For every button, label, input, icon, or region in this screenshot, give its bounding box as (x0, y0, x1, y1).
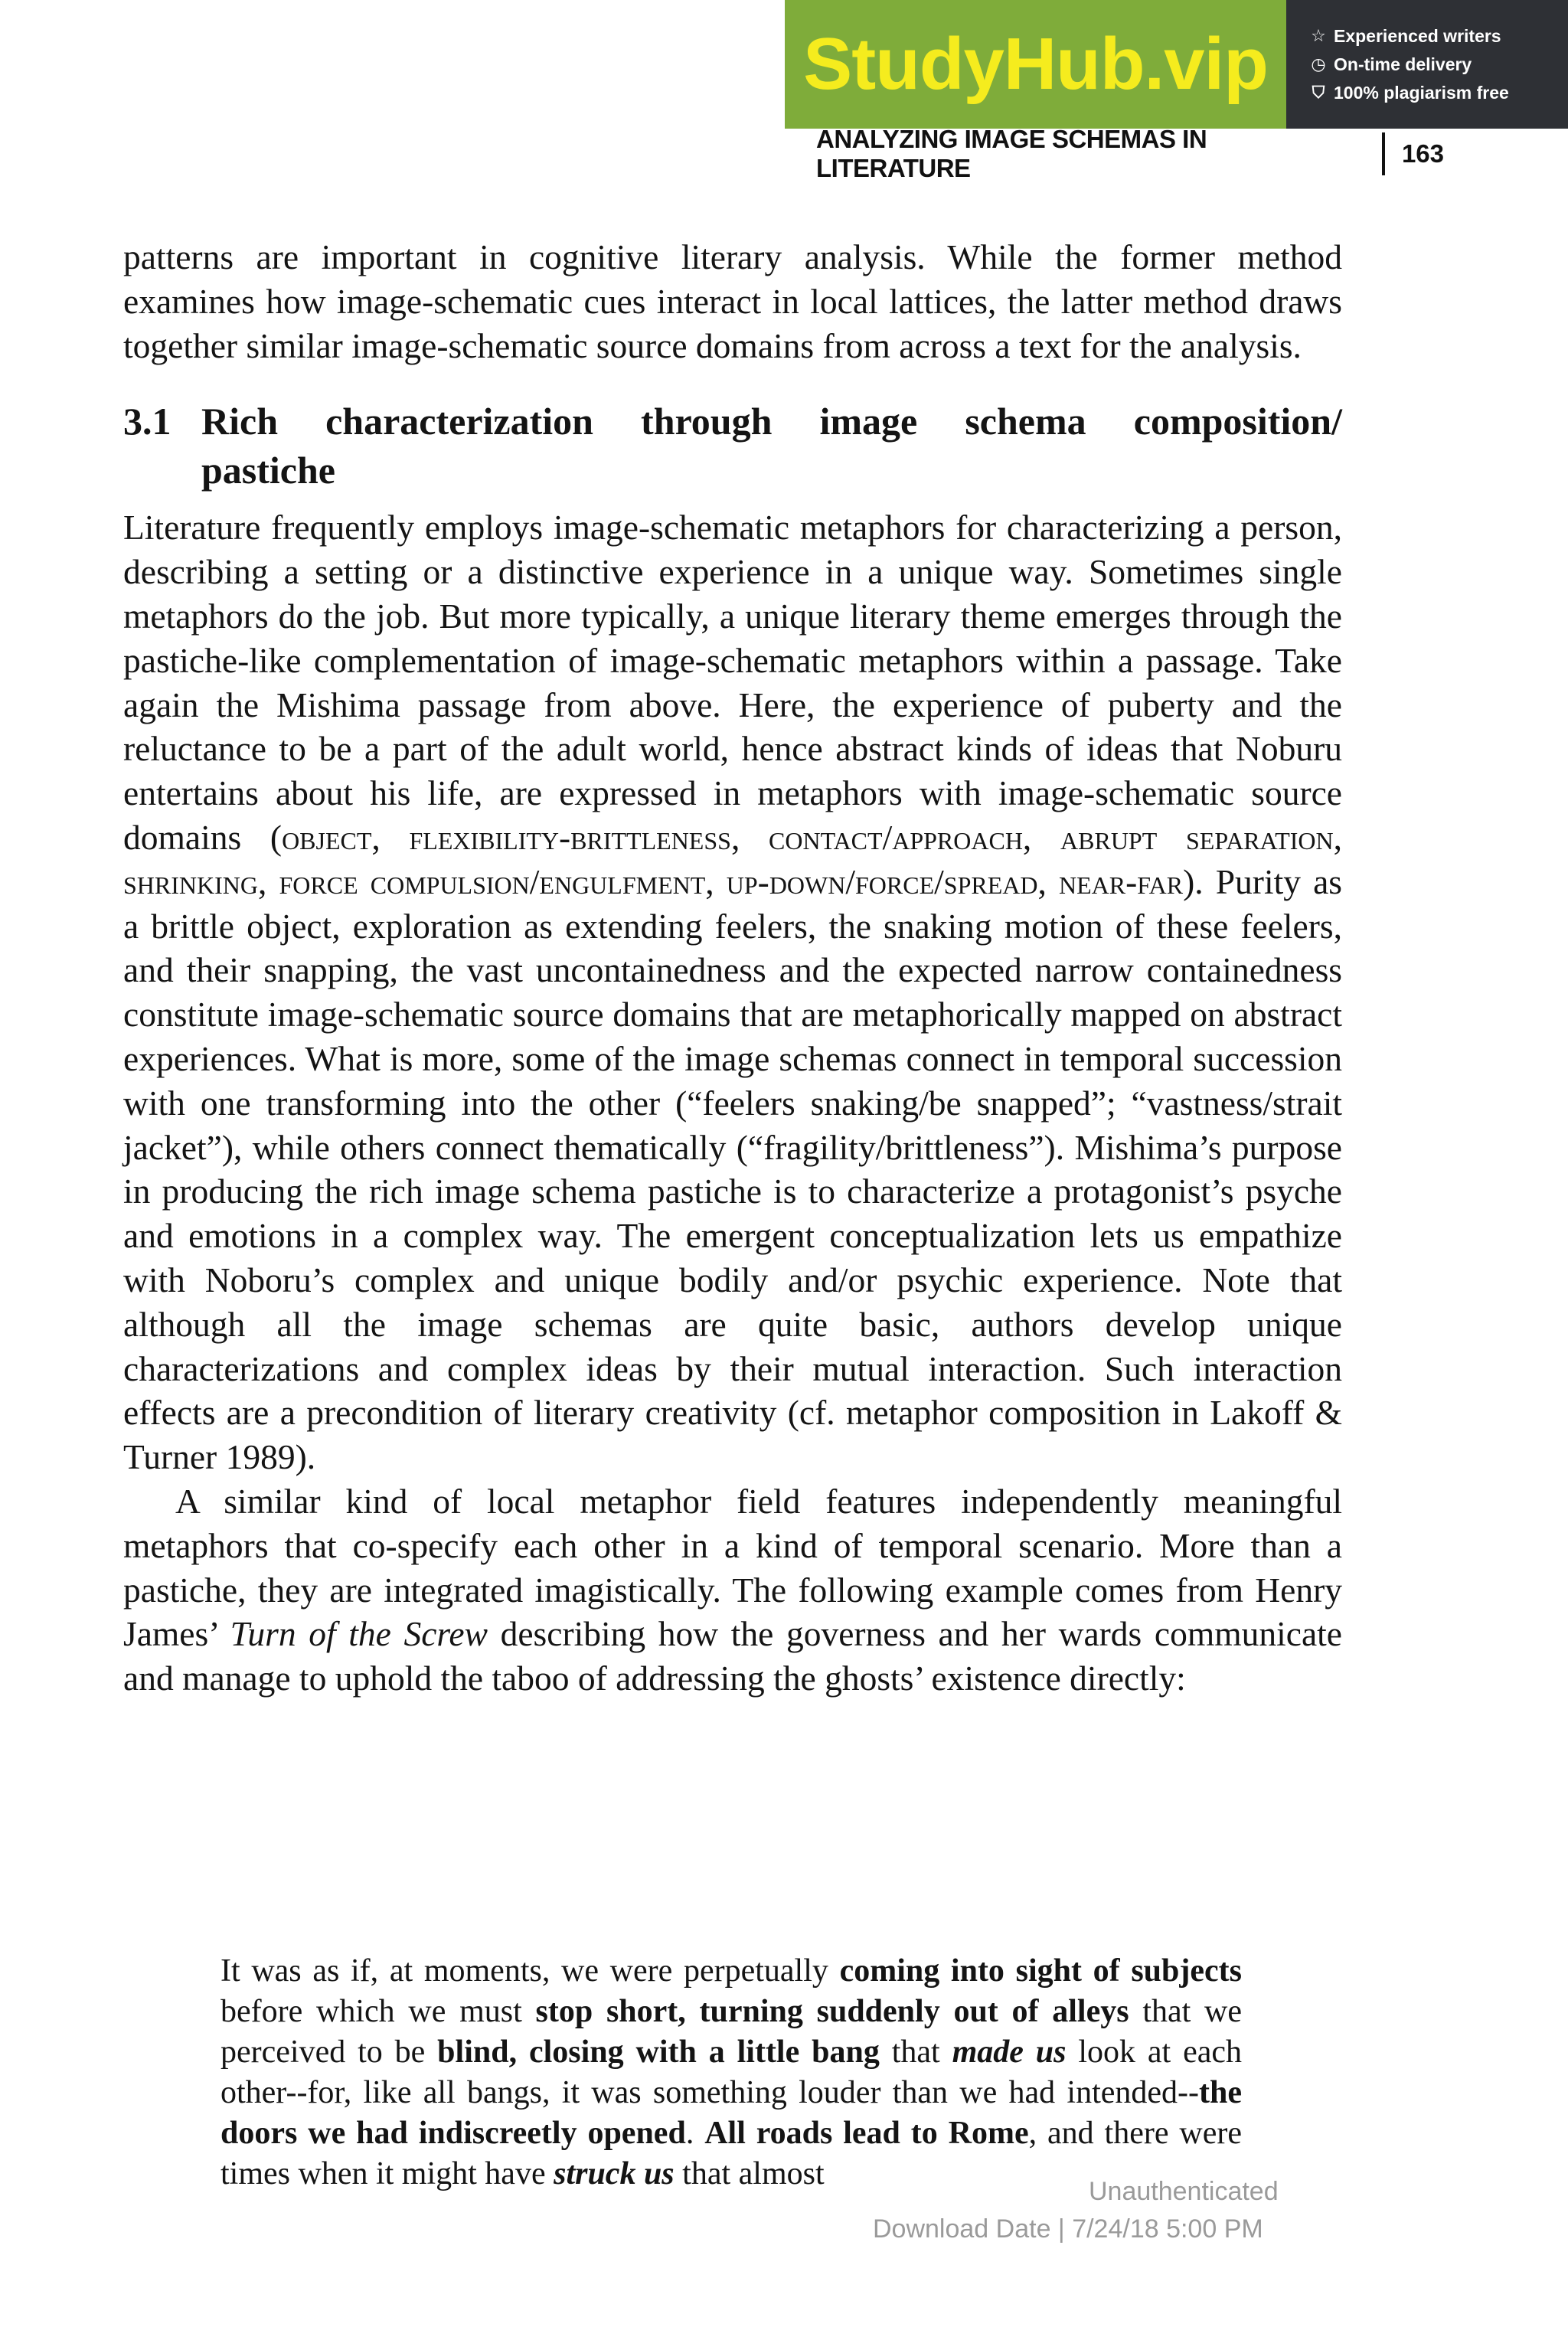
running-head-divider (1382, 132, 1385, 175)
text-column (123, 235, 1342, 1701)
feature-label: 100% plagiarism free (1334, 82, 1509, 103)
feature-item (1309, 26, 1568, 47)
quote-emphasis: stop short, turning suddenly out of alleys (535, 1994, 1129, 2029)
clock-icon: ◷ (1311, 54, 1326, 74)
quote-text: that almost (674, 2156, 825, 2191)
running-head (816, 125, 1444, 182)
quote-emphasis: the doors we had indiscreetly opened (220, 2075, 1242, 2151)
paragraph-3 (123, 1479, 1342, 1701)
quote-text: that (879, 2034, 952, 2070)
heading-word: schema (965, 400, 1086, 443)
quote-italic: struck us (554, 2156, 675, 2191)
paragraph-3-text: A similar kind of local metaphor field features independently meaningful metaphors that co-specify each other in a kind of temporal scenario. More than a pastiche, they are integrated imagistically. The following example comes from Henry James’ (123, 1481, 1342, 1654)
feature-label: On-time delivery (1334, 54, 1472, 74)
block-quote (220, 1951, 1242, 2195)
feature-item (1309, 54, 1568, 75)
quote-text: . (685, 2116, 705, 2151)
feature-label: Experienced writers (1334, 25, 1501, 46)
paragraph-2 (123, 505, 1342, 1479)
section-number: 3.1 (123, 400, 172, 443)
watermark-banner (785, 0, 1568, 129)
paragraph-2-text: ). Purity as a brittle object, exploration as extending feelers, the snaking motion of these feelers, and their snapping, the vast uncontainedness and the expected narrow containedness constitute image-schematic source domains that are metaphorically mapped on abstract experiences. What is more, some of the image schemas connect in temporal succession with one transforming into the other (“feelers snaking/be snapped”; “vastness/strait jacket”), while others connect thematically (“fragility/brittleness”). Mishima’s purpose in producing the rich image schema pastiche is to characterize a protagonist’s psyche and emotions in a complex way. The emergent conceptualization lets us empathize with Noboru’s complex and unique bodily and/or psychic experience. Note that although all the image schemas are quite basic, authors develop unique characterizations and complex ideas by their mutual interaction. Such interaction effects are a precondition of literary creativity (cf. metaphor composition in Lakoff & Turner 1989). (123, 861, 1342, 1477)
studyhub-logo: StudyHub.vip (785, 0, 1286, 129)
quote-text: It was as if, at moments, we were perpetually (220, 1953, 840, 1989)
heading-word: through (641, 400, 773, 443)
heading-word: Rich (201, 400, 278, 443)
paragraph-1: patterns are important in cognitive literary analysis. While the former method examines how image-schematic cues interact in local lattices, the latter method draws together similar image-schematic source domains from across a text for the analysis. (123, 237, 1342, 365)
heading-word: composition/ (1133, 400, 1342, 443)
star-icon: ☆ (1311, 26, 1326, 45)
schema-list: object, flexibility-brittleness, contact/approach, abrupt separation, shrinking, force compulsion/engulfment, up-down/force/spread, near-far (123, 817, 1343, 901)
feature-item (1309, 83, 1568, 103)
quote-text: before which we must (220, 1994, 536, 2029)
book-title: Turn of the Screw (230, 1614, 488, 1654)
paragraph-3-text: describing how the governess and her wards communicate and manage to uphold the taboo of addressing the ghosts’ existence directly: (123, 1614, 1342, 1698)
quote-text: that we perceived to be (220, 1994, 1243, 2070)
paragraph-2-text: Literature frequently employs image-schematic metaphors for characterizing a person, describing a setting or a distinctive experience in a unique way. Sometimes single metaphors do the job. But more typically, a unique literary theme emerges through the pastiche-like complementation of image-schematic metaphors within a passage. Take again the Mishima passage from above. Here, the experience of puberty and the reluctance to be a part of the adult world, hence abstract kinds of ideas that Noburu entertains about his life, are expressed in metaphors with image-schematic source domains ( (123, 508, 1342, 857)
quote-text: look at each other--for, like all bangs, it was something louder than we had intended-- (220, 2034, 1243, 2110)
section-title (201, 397, 1342, 495)
heading-word: characterization (325, 400, 593, 443)
quote-emphasis: All roads lead to Rome (704, 2116, 1029, 2151)
quote-emphasis: coming into sight of subjects (839, 1953, 1242, 1989)
quote-emphasis: blind, closing with a little bang (437, 2034, 880, 2070)
feature-list (1286, 0, 1568, 129)
heading-line-2: pastiche (201, 449, 335, 492)
download-date: Download Date | 7/24/18 5:00 PM (873, 2214, 1263, 2244)
running-head-title: ANALYZING IMAGE SCHEMAS IN LITERATURE (816, 125, 1207, 182)
quote-text: , and there were times when it might have (220, 2116, 1242, 2191)
page-number: 163 (1401, 139, 1444, 168)
section-heading (123, 397, 1342, 495)
unauthenticated-label: Unauthenticated (1089, 2177, 1279, 2206)
heading-word: image (819, 400, 918, 443)
shield-icon: ⛉ (1312, 83, 1325, 102)
quote-italic: made us (952, 2034, 1067, 2070)
